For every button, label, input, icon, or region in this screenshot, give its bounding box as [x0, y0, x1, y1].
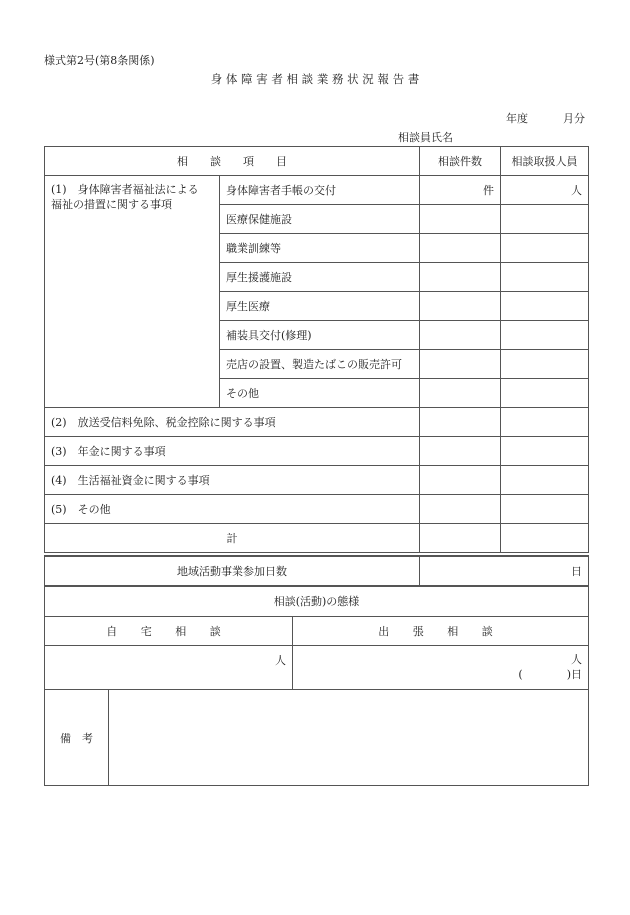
cases-cell[interactable] — [420, 234, 501, 263]
item-label: 補装具交付(修理) — [220, 321, 420, 350]
community-days-label: 地域活動事業参加日数 — [45, 556, 420, 586]
cases-cell[interactable] — [420, 408, 501, 437]
cases-cell[interactable] — [420, 466, 501, 495]
persons-cell[interactable] — [501, 263, 589, 292]
total-label: 計 — [45, 524, 420, 553]
remarks-label: 備 考 — [45, 690, 109, 786]
counselor-name-label: 相談員氏名 — [398, 131, 453, 144]
persons-cell[interactable] — [501, 321, 589, 350]
month-label: 月分 — [563, 112, 585, 125]
consultation-table — [44, 146, 589, 553]
community-days-cell[interactable]: 日 — [420, 556, 589, 586]
cases-cell[interactable] — [420, 292, 501, 321]
header-persons: 相談取扱人員 — [501, 147, 589, 176]
mode-table — [44, 585, 589, 690]
item-label: 売店の設置、製造たばこの販売許可 — [220, 350, 420, 379]
section-label: (4) 生活福祉資金に関する事項 — [45, 466, 420, 495]
persons-cell[interactable] — [501, 379, 589, 408]
remarks-field[interactable] — [109, 690, 589, 786]
home-consultation-label: 自 宅 相 談 — [45, 616, 293, 645]
cases-cell[interactable] — [420, 263, 501, 292]
item-label: 身体障害者手帳の交付 — [220, 176, 420, 205]
persons-cell[interactable] — [501, 205, 589, 234]
item-label: 職業訓練等 — [220, 234, 420, 263]
home-persons-cell[interactable]: 人 — [45, 645, 293, 689]
total-persons-cell[interactable] — [501, 524, 589, 553]
item-label: 医療保健施設 — [220, 205, 420, 234]
persons-cell[interactable] — [501, 495, 589, 524]
form-number: 様式第2号(第8条関係) — [44, 54, 155, 67]
persons-cell[interactable] — [501, 350, 589, 379]
persons-cell[interactable] — [501, 408, 589, 437]
total-cases-cell[interactable] — [420, 524, 501, 553]
persons-cell[interactable] — [501, 437, 589, 466]
visit-days-unit: ( )日 — [518, 667, 582, 681]
cases-cell[interactable] — [420, 437, 501, 466]
item-label: その他 — [220, 379, 420, 408]
section-label: (5) その他 — [45, 495, 420, 524]
cases-cell[interactable]: 件 — [420, 176, 501, 205]
section-label: (3) 年金に関する事項 — [45, 437, 420, 466]
page-title: 身 体 障 害 者 相 談 業 務 状 況 報 告 書 — [210, 72, 420, 86]
community-table — [44, 555, 589, 587]
cases-cell[interactable] — [420, 321, 501, 350]
persons-cell[interactable] — [501, 234, 589, 263]
visit-cell[interactable] — [293, 645, 589, 689]
section-1-label: (1) 身体障害者福祉法による 福祉の措置に関する事項 — [45, 176, 220, 408]
persons-cell[interactable]: 人 — [501, 176, 589, 205]
header-item: 相 談 項 目 — [45, 147, 420, 176]
item-label: 厚生医療 — [220, 292, 420, 321]
persons-cell[interactable] — [501, 466, 589, 495]
header-cases: 相談件数 — [420, 147, 501, 176]
cases-cell[interactable] — [420, 350, 501, 379]
year-label: 年度 — [506, 112, 528, 125]
cases-cell[interactable] — [420, 495, 501, 524]
cases-cell[interactable] — [420, 379, 501, 408]
visit-persons-unit: 人 — [571, 652, 582, 666]
visit-consultation-label: 出 張 相 談 — [293, 616, 589, 645]
item-label: 厚生援護施設 — [220, 263, 420, 292]
cases-cell[interactable] — [420, 205, 501, 234]
persons-cell[interactable] — [501, 292, 589, 321]
section-label: (2) 放送受信料免除、税金控除に関する事項 — [45, 408, 420, 437]
mode-header: 相談(活動)の態様 — [45, 586, 589, 616]
remarks-table — [44, 689, 589, 786]
